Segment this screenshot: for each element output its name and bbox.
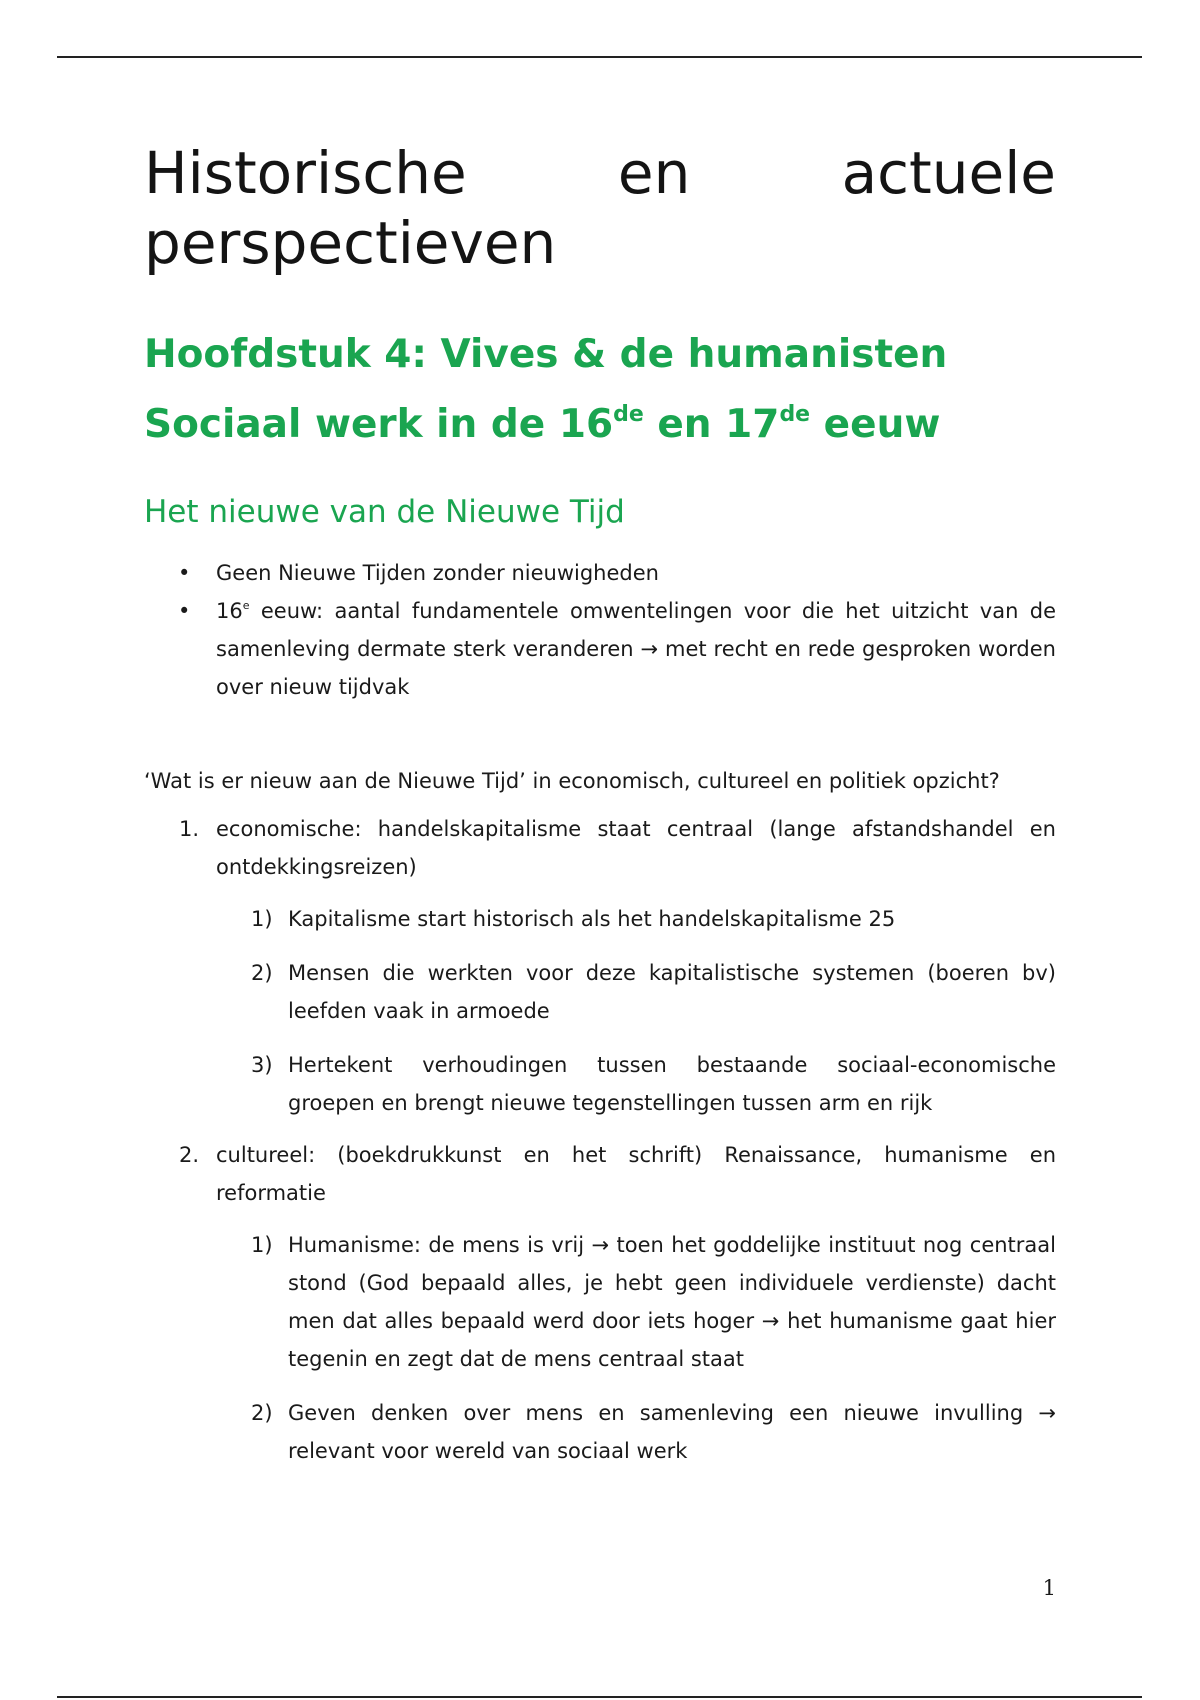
chapter-subheading [144,390,1056,460]
numbered-list [144,810,1056,1470]
sub-list-item [216,1394,1056,1470]
header-rule [57,56,1142,58]
bullet-sup: e [242,599,250,612]
bullet-marker: • [178,561,191,585]
subheading-sup1: de [613,402,644,427]
bullet-text: Geen Nieuwe Tijden zonder nieuwigheden [216,561,659,585]
list-text: cultureel: (boekdrukkunst en het schrift) Renaissance, humanisme en reformatie [216,1143,1056,1205]
bullet-marker: • [178,599,191,623]
sub-list [216,1226,1056,1470]
page-content [144,138,1056,1484]
subheading-part2: en 17 [643,402,780,447]
document-title: Historische en actuele perspectieven [144,139,1056,277]
subheading-part1: Sociaal werk in de 16 [144,402,614,447]
sub-list-text: Geven denken over mens en samenleving een nieuwe invulling → relevant voor wereld van sociaal werk [288,1401,1056,1463]
list-number: 2. [179,1143,200,1167]
list-item [144,1136,1056,1470]
sub-list-number: 1) [251,1233,273,1257]
sub-list-text: Hertekent verhoudingen tussen bestaande sociaal-economische groepen en brengt nieuwe tegenstellingen tussen arm en rijk [288,1053,1056,1115]
sub-list-text: Mensen die werkten voor deze kapitalistische systemen (boeren bv) leefden vaak in armoede [288,961,1056,1023]
bullet-list [144,554,1056,706]
section-heading: Het nieuwe van de Nieuwe Tijd [144,494,625,530]
sub-list-item [216,1046,1056,1122]
sub-list-item [216,954,1056,1030]
footer-rule [57,1696,1142,1698]
list-text: economische: handelskapitalisme staat centraal (lange afstandshandel en ontdekkingsreizen) [216,817,1056,879]
bullet-text: eeuw: aantal fundamentele omwentelingen voor die het uitzicht van de samenleving dermate sterk veranderen → met recht en rede gesproken worden over nieuw tijdvak [216,599,1056,699]
sub-list-text: Humanisme: de mens is vrij → toen het goddelijke instituut nog centraal stond (God bepaald alles, je hebt geen individuele verdienste) dacht men dat alles bepaald werd door iets hoger → het humanisme gaat hier tegenin en zegt dat de mens centraal staat [288,1233,1056,1371]
sub-list-item [216,1226,1056,1378]
sub-list-number: 3) [251,1053,273,1077]
sub-list-item [216,900,1056,938]
sub-list [216,900,1056,1122]
page-number: 1 [1042,1576,1056,1600]
bullet-item [144,554,1056,592]
sub-list-number: 1) [251,907,273,931]
list-item [144,810,1056,1122]
sub-list-text: Kapitalisme start historisch als het handelskapitalisme 25 [288,907,896,931]
bullet-item [144,592,1056,706]
chapter-heading: Hoofdstuk 4: Vives & de humanisten [144,332,948,377]
subheading-part3: eeuw [810,402,941,447]
bullet-prefix: 16 [216,599,243,623]
sub-list-number: 2) [251,961,273,985]
list-number: 1. [179,817,200,841]
subheading-sup2: de [779,402,811,427]
sub-list-number: 2) [251,1401,273,1425]
question-paragraph: ‘Wat is er nieuw aan de Nieuwe Tijd’ in economisch, cultureel en politiek opzicht? [144,769,1000,793]
